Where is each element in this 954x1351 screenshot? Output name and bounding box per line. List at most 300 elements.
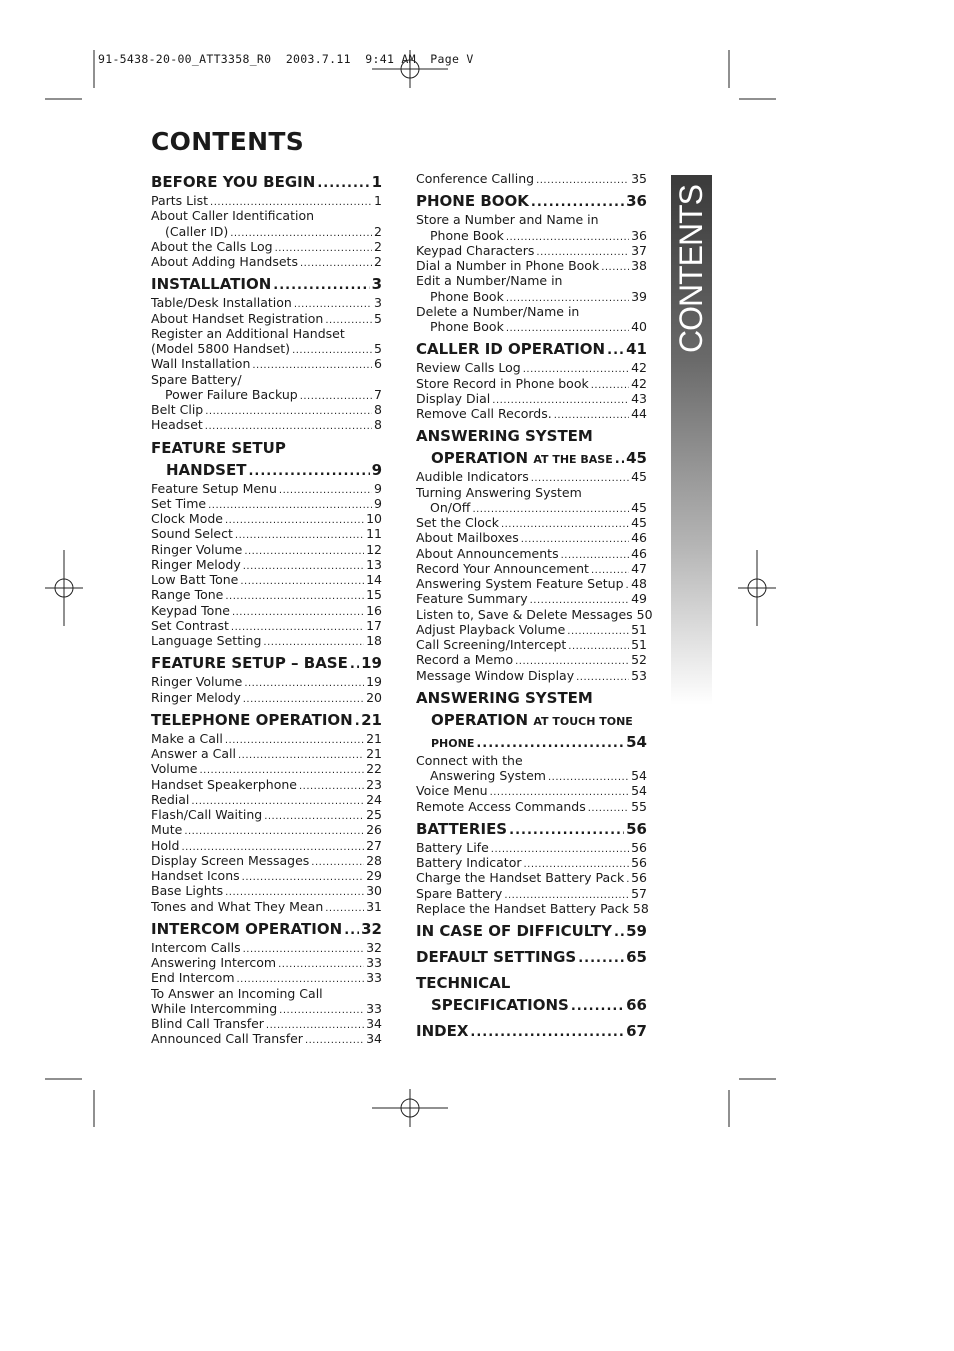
toc-entry-label bbox=[166, 459, 246, 481]
toc-section-heading bbox=[151, 652, 382, 674]
toc-page-number: 21 bbox=[366, 746, 382, 761]
toc-entry-text: ANSWERING SYSTEM bbox=[416, 688, 593, 707]
toc-section-heading bbox=[151, 459, 382, 481]
toc-entry-label bbox=[151, 899, 323, 914]
toc-page-number: 58 bbox=[632, 900, 649, 916]
toc-page-number: 40 bbox=[631, 319, 647, 334]
toc-entry bbox=[416, 652, 647, 667]
toc-page-number: 34 bbox=[366, 1031, 382, 1047]
toc-leader-dots bbox=[248, 459, 369, 483]
toc-entry-text: Conference Calling bbox=[416, 171, 535, 186]
toc-leader-dots bbox=[571, 994, 624, 1018]
toc-entry-text: Range Tone bbox=[151, 587, 224, 603]
toc-entry-label bbox=[151, 239, 273, 254]
toc-entry-text: Ringer Melody bbox=[151, 556, 241, 572]
toc-entry-text: About Adding Handsets bbox=[151, 254, 298, 269]
toc-entry-label bbox=[151, 417, 203, 432]
toc-leader-dots bbox=[576, 668, 629, 685]
toc-entry bbox=[151, 970, 382, 985]
toc-entry bbox=[416, 258, 647, 273]
toc-page-number: 3 bbox=[374, 295, 382, 311]
toc-entry-label bbox=[416, 171, 534, 186]
toc-section-heading bbox=[416, 972, 647, 994]
toc-entry bbox=[151, 526, 382, 541]
toc-entry-text: DEFAULT SETTINGS bbox=[416, 948, 577, 966]
toc-page-number: 56 bbox=[631, 855, 647, 870]
toc-entry-label bbox=[151, 341, 290, 356]
toc-entry bbox=[416, 886, 647, 901]
toc-page-number: 57 bbox=[631, 885, 647, 901]
toc-entry bbox=[151, 572, 382, 587]
toc-entry-label bbox=[151, 557, 241, 572]
toc-entry-label bbox=[416, 901, 629, 916]
toc-leader-dots bbox=[470, 1020, 624, 1044]
toc-entry bbox=[151, 587, 382, 602]
toc-entry bbox=[151, 557, 382, 572]
toc-page-number: 21 bbox=[361, 710, 382, 729]
toc-page-number: 35 bbox=[631, 171, 647, 186]
toc-entry-label bbox=[416, 190, 529, 212]
toc-entry bbox=[151, 986, 382, 1001]
toc-page-number: 53 bbox=[631, 667, 647, 683]
toc-page-number: 12 bbox=[366, 541, 382, 557]
toc-entry-text: Blind Call Transfer bbox=[151, 1016, 264, 1031]
toc-entry-text: Table/Desk Installation bbox=[151, 295, 292, 311]
toc-page-number: 66 bbox=[626, 996, 647, 1014]
toc-entry-label bbox=[416, 485, 582, 500]
toc-entry bbox=[416, 319, 647, 334]
toc-entry-text: Ringer Volume bbox=[151, 674, 243, 690]
toc-entry-text: Low Batt Tone bbox=[151, 572, 239, 587]
toc-entry bbox=[151, 208, 382, 223]
toc-entry-label bbox=[416, 338, 605, 360]
toc-entry-label bbox=[416, 818, 507, 840]
toc-entry-text: Set Time bbox=[151, 495, 207, 511]
toc-page-number: 19 bbox=[361, 654, 382, 673]
toc-entry-label bbox=[151, 193, 208, 208]
toc-section-heading bbox=[416, 447, 647, 469]
toc-entry-label bbox=[151, 761, 198, 776]
toc-entry-text: Turning Answering System bbox=[416, 484, 582, 500]
toc-entry-label bbox=[430, 500, 470, 515]
toc-entry bbox=[416, 637, 647, 652]
toc-entry-text: Record a Memo bbox=[416, 652, 514, 668]
toc-entry-text: IN CASE OF DIFFICULTY bbox=[416, 922, 612, 940]
toc-page-number: 39 bbox=[631, 288, 647, 304]
toc-entry-text: Set Contrast bbox=[151, 617, 229, 633]
toc-entry bbox=[416, 622, 647, 637]
toc-entry-label bbox=[416, 530, 519, 545]
toc-leader-dots bbox=[578, 946, 624, 970]
toc-entry-text: Feature Setup Menu bbox=[151, 480, 277, 496]
toc-entry-label bbox=[151, 1031, 303, 1046]
toc-entry-text: INTERCOM OPERATION bbox=[151, 919, 343, 938]
toc-entry bbox=[416, 799, 647, 814]
toc-entry-text: Mute bbox=[151, 822, 183, 838]
toc-page-number: 31 bbox=[366, 898, 382, 914]
toc-entry bbox=[151, 792, 382, 807]
toc-entry-label bbox=[430, 768, 546, 783]
toc-entry-label bbox=[431, 447, 613, 471]
toc-page-number: 51 bbox=[631, 621, 647, 637]
toc-entry-text: Review Calls Log bbox=[416, 360, 521, 376]
page-title: CONTENTS bbox=[151, 127, 305, 156]
toc-entry bbox=[151, 822, 382, 837]
toc-page-number: 1 bbox=[374, 193, 382, 208]
toc-entry-text: Clock Mode bbox=[151, 511, 223, 526]
toc-entry-text: Store a Number and Name in bbox=[416, 212, 599, 228]
toc-page-number: 9 bbox=[374, 480, 382, 496]
toc-entry-label bbox=[151, 372, 242, 387]
toc-entry-label bbox=[151, 496, 206, 511]
toc-entry-text: INSTALLATION bbox=[151, 275, 272, 294]
toc-entry-text: SPECIFICATIONS bbox=[431, 996, 569, 1014]
toc-entry bbox=[151, 731, 382, 746]
toc-entry-label bbox=[151, 731, 223, 746]
toc-entry-label bbox=[416, 391, 490, 406]
toc-entry-label bbox=[151, 690, 241, 705]
toc-entry-label bbox=[151, 311, 323, 326]
toc-entry-text: Belt Clip bbox=[151, 402, 204, 417]
toc-entry bbox=[416, 289, 647, 304]
toc-entry-text: Handset Icons bbox=[151, 868, 240, 883]
toc-entry-label bbox=[151, 356, 250, 371]
toc-page-number: 45 bbox=[631, 515, 647, 530]
toc-page-number: 32 bbox=[366, 939, 382, 955]
toc-page-number: 36 bbox=[626, 192, 647, 211]
toc-entry bbox=[416, 469, 647, 484]
toc-page-number: 21 bbox=[366, 730, 382, 746]
toc-entry-text: Ringer Melody bbox=[151, 689, 241, 705]
toc-entry-text: Connect with the bbox=[416, 752, 523, 768]
toc-entry-text: Replace the Handset Battery Pack bbox=[416, 900, 629, 916]
toc-section-heading bbox=[416, 946, 647, 968]
toc-column-right bbox=[416, 171, 653, 1042]
toc-entry bbox=[416, 171, 647, 186]
toc-entry bbox=[416, 855, 647, 870]
toc-entry-subtext: PHONE bbox=[431, 736, 475, 750]
toc-entry-text: Edit a Number/Name in bbox=[416, 273, 563, 289]
toc-entry-label bbox=[151, 838, 179, 853]
toc-page-number: 48 bbox=[631, 576, 647, 591]
toc-leader-dots bbox=[344, 918, 359, 942]
toc-entry-text: Battery Life bbox=[416, 839, 489, 855]
toc-leader-dots bbox=[355, 709, 359, 733]
toc-entry bbox=[151, 1001, 382, 1016]
toc-page-number: 23 bbox=[366, 776, 382, 792]
toc-entry-text: Delete a Number/Name in bbox=[416, 303, 580, 319]
toc-entry-label bbox=[151, 652, 348, 674]
toc-entry-label bbox=[416, 243, 534, 258]
toc-entry-label bbox=[151, 208, 314, 223]
toc-entry-label bbox=[165, 224, 228, 239]
toc-entry-text: Call Screening/Intercept bbox=[416, 637, 567, 652]
toc-page-number: 45 bbox=[626, 449, 647, 468]
toc-entry bbox=[151, 387, 382, 402]
toc-entry-text: TECHNICAL bbox=[416, 974, 511, 992]
toc-entry-text: Display Screen Messages bbox=[151, 852, 310, 868]
toc-entry-label bbox=[151, 603, 230, 618]
toc-entry-label bbox=[416, 1020, 468, 1042]
toc-page-number: 50 bbox=[636, 606, 653, 622]
toc-entry-label bbox=[416, 687, 593, 709]
toc-entry-label bbox=[416, 637, 566, 652]
toc-entry-label bbox=[151, 326, 345, 341]
toc-page-number: 18 bbox=[366, 633, 382, 648]
toc-entry bbox=[416, 243, 647, 258]
toc-section-heading bbox=[416, 190, 647, 212]
toc-page-number: 33 bbox=[366, 1000, 382, 1016]
toc-page-number: 9 bbox=[374, 495, 382, 511]
toc-page-number: 56 bbox=[631, 870, 647, 886]
toc-entry-text: BEFORE YOU BEGIN bbox=[151, 173, 316, 191]
toc-entry bbox=[416, 753, 647, 768]
toc-entry bbox=[416, 273, 647, 288]
toc-entry-text: Answering System bbox=[430, 768, 546, 783]
toc-entry-text: OPERATION bbox=[431, 449, 529, 468]
toc-leader-dots bbox=[273, 273, 369, 297]
toc-page-number: 49 bbox=[631, 591, 647, 607]
toc-entry-label bbox=[416, 576, 624, 591]
toc-page-number: 54 bbox=[626, 732, 647, 751]
toc-entry-text: Spare Battery/ bbox=[151, 371, 242, 387]
toc-section-heading bbox=[416, 338, 647, 360]
toc-section-heading bbox=[151, 918, 382, 940]
toc-page-number: 34 bbox=[366, 1016, 382, 1031]
toc-entry-text: TELEPHONE OPERATION bbox=[151, 710, 353, 729]
toc-entry-text: Handset Speakerphone bbox=[151, 776, 297, 792]
toc-leader-dots bbox=[350, 652, 359, 676]
toc-entry bbox=[416, 228, 647, 243]
toc-entry bbox=[416, 304, 647, 319]
toc-entry-text: Make a Call bbox=[151, 730, 223, 746]
toc-entry-label bbox=[151, 1016, 264, 1031]
toc-entry-label bbox=[151, 674, 242, 689]
toc-page-number: 26 bbox=[366, 822, 382, 838]
toc-page-number: 43 bbox=[631, 390, 647, 406]
toc-entry-label bbox=[416, 799, 586, 814]
toc-entry-label bbox=[430, 319, 504, 334]
toc-entry-text: INDEX bbox=[416, 1022, 469, 1040]
toc-entry-label bbox=[431, 731, 474, 755]
toc-entry-text: About Caller Identification bbox=[151, 208, 315, 224]
toc-entry-text: BATTERIES bbox=[416, 819, 508, 838]
toc-entry-label bbox=[151, 273, 271, 295]
toc-leader-dots bbox=[607, 338, 624, 362]
toc-entry-label bbox=[151, 792, 189, 807]
toc-entry-label bbox=[151, 986, 323, 1001]
toc-entry-label bbox=[416, 273, 562, 288]
toc-entry-text: Voice Menu bbox=[416, 783, 488, 799]
toc-entry-label bbox=[416, 304, 579, 319]
toc-page-number: 1 bbox=[371, 173, 382, 191]
toc-entry-label bbox=[416, 515, 499, 530]
toc-entry bbox=[151, 1031, 382, 1046]
toc-entry-label bbox=[151, 746, 236, 761]
toc-entry bbox=[151, 807, 382, 822]
toc-entry-label bbox=[416, 425, 593, 447]
toc-entry-label bbox=[416, 753, 523, 768]
toc-entry-text: (Caller ID) bbox=[165, 223, 229, 239]
toc-entry-label bbox=[151, 618, 229, 633]
toc-page-number: 42 bbox=[631, 375, 647, 391]
toc-section-heading bbox=[151, 171, 382, 193]
toc-entry-text: To Answer an Incoming Call bbox=[151, 985, 323, 1001]
toc-page-number: 56 bbox=[631, 839, 647, 855]
toc-entry-text: While Intercomming bbox=[151, 1000, 278, 1016]
toc-entry-label bbox=[151, 511, 223, 526]
toc-page-number: 13 bbox=[366, 556, 382, 572]
toc-entry-text: Remove Call Records. bbox=[416, 406, 552, 421]
toc-entry bbox=[151, 1016, 382, 1031]
toc-page-number: 20 bbox=[366, 689, 382, 705]
toc-entry-text: Hold bbox=[151, 837, 180, 853]
toc-entry bbox=[416, 376, 647, 391]
toc-page-number: 36 bbox=[631, 227, 647, 243]
toc-entry bbox=[151, 326, 382, 341]
toc-page-number: 2 bbox=[374, 223, 382, 239]
toc-entry bbox=[416, 591, 647, 606]
toc-page-number: 14 bbox=[366, 572, 382, 587]
toc-entry-text: Headset bbox=[151, 417, 203, 433]
toc-entry-label bbox=[416, 652, 513, 667]
toc-section-heading bbox=[416, 818, 647, 840]
toc-entry bbox=[416, 576, 647, 591]
toc-entry-label bbox=[151, 633, 261, 648]
toc-entry-label bbox=[151, 437, 286, 459]
toc-entry bbox=[151, 777, 382, 792]
toc-entry bbox=[151, 899, 382, 914]
toc-page-number: 22 bbox=[366, 761, 382, 777]
toc-entry-label bbox=[151, 918, 342, 940]
toc-entry-text: Phone Book bbox=[430, 227, 504, 243]
toc-leader-dots bbox=[614, 920, 624, 944]
toc-entry bbox=[416, 870, 647, 885]
toc-entry bbox=[416, 840, 647, 855]
toc-entry-label bbox=[416, 622, 565, 637]
toc-entry-label bbox=[151, 940, 241, 955]
toc-entry-text: Register an Additional Handset bbox=[151, 325, 345, 341]
toc-entry-text: Phone Book bbox=[430, 288, 504, 304]
toc-entry bbox=[416, 783, 647, 798]
toc-entry-label bbox=[416, 406, 552, 421]
toc-page-number: 2 bbox=[374, 254, 382, 269]
toc-entry-text: Flash/Call Waiting bbox=[151, 807, 263, 822]
toc-leader-dots bbox=[263, 633, 364, 650]
toc-entry-label bbox=[431, 709, 633, 733]
toc-entry-text: Power Failure Backup bbox=[165, 386, 298, 402]
toc-entry bbox=[151, 417, 382, 432]
toc-entry bbox=[416, 391, 647, 406]
toc-page-number: 46 bbox=[631, 530, 647, 546]
toc-entry-label bbox=[151, 542, 242, 557]
toc-page-number: 7 bbox=[374, 386, 382, 402]
toc-entry-label bbox=[151, 853, 309, 868]
toc-entry-label bbox=[416, 607, 633, 622]
toc-entry-text: Remote Access Commands bbox=[416, 798, 586, 814]
toc-entry-text: Keypad Tone bbox=[151, 602, 230, 618]
toc-leader-dots bbox=[615, 447, 624, 471]
toc-page-number: 32 bbox=[361, 919, 382, 938]
toc-entry bbox=[416, 901, 647, 916]
toc-entry-text: ANSWERING SYSTEM bbox=[416, 427, 593, 446]
toc-entry bbox=[151, 883, 382, 898]
toc-entry bbox=[151, 511, 382, 526]
toc-page-number: 45 bbox=[631, 499, 647, 515]
toc-column-left bbox=[151, 171, 382, 1047]
toc-page-number: 47 bbox=[631, 560, 647, 576]
toc-page-number: 15 bbox=[366, 587, 382, 603]
side-tab-label: CONTENTS bbox=[673, 185, 709, 353]
toc-leader-dots bbox=[588, 799, 629, 816]
toc-entry bbox=[151, 356, 382, 371]
toc-page-number: 54 bbox=[631, 783, 647, 799]
toc-entry-text: CALLER ID OPERATION bbox=[416, 340, 606, 359]
toc-entry-label bbox=[416, 360, 521, 375]
toc-entry-text: Tones and What They Mean bbox=[151, 898, 324, 914]
toc-entry-text: FEATURE SETUP – BASE bbox=[151, 654, 348, 673]
toc-entry-text: Sound Select bbox=[151, 526, 233, 542]
toc-entry-label bbox=[430, 289, 504, 304]
toc-entry-text: Answer a Call bbox=[151, 746, 236, 761]
toc-entry-text: Dial a Number in Phone Book bbox=[416, 258, 600, 273]
toc-entry-text: About Handset Registration bbox=[151, 310, 324, 326]
toc-entry-label bbox=[151, 883, 223, 898]
toc-entry bbox=[151, 193, 382, 208]
toc-entry bbox=[416, 500, 647, 515]
toc-entry-text: Base Lights bbox=[151, 883, 224, 899]
toc-entry-text: (Model 5800 Handset) bbox=[151, 341, 291, 356]
toc-entry-label bbox=[151, 481, 277, 496]
toc-page-number: 9 bbox=[371, 460, 382, 479]
toc-section-heading bbox=[151, 273, 382, 295]
toc-entry-label bbox=[151, 807, 262, 822]
toc-entry bbox=[151, 311, 382, 326]
toc-entry-label bbox=[151, 822, 182, 837]
toc-entry-label bbox=[151, 254, 298, 269]
toc-entry bbox=[151, 239, 382, 254]
toc-entry bbox=[416, 485, 647, 500]
toc-entry-text: About Announcements bbox=[416, 545, 559, 561]
toc-leader-dots bbox=[243, 690, 364, 707]
toc-entry bbox=[416, 606, 653, 622]
toc-entry-text: Record Your Announcement bbox=[416, 560, 589, 576]
toc-page-number: 41 bbox=[626, 340, 647, 359]
toc-entry bbox=[151, 868, 382, 883]
toc-entry-text: FEATURE SETUP bbox=[151, 438, 286, 457]
toc-page-number: 27 bbox=[366, 837, 382, 853]
toc-entry-text: Phone Book bbox=[430, 319, 504, 334]
toc-entry-text: Intercom Calls bbox=[151, 939, 241, 955]
toc-entry-label bbox=[416, 946, 576, 968]
toc-entry-label bbox=[416, 886, 502, 901]
toc-page-number: 5 bbox=[374, 341, 382, 356]
toc-entry-label bbox=[151, 970, 235, 985]
toc-entry bbox=[151, 224, 382, 239]
toc-entry bbox=[416, 546, 647, 561]
toc-entry-text: Wall Installation bbox=[151, 356, 251, 372]
toc-page-number: 42 bbox=[631, 360, 647, 376]
toc-entry-label bbox=[151, 709, 353, 731]
toc-entry-text: Parts List bbox=[151, 193, 209, 208]
toc-entry bbox=[151, 341, 382, 356]
toc-section-heading bbox=[416, 994, 647, 1016]
toc-page-number: 30 bbox=[366, 883, 382, 899]
toc-leader-dots bbox=[205, 417, 372, 434]
toc-entry-text: OPERATION bbox=[431, 710, 529, 729]
toc-entry bbox=[151, 372, 382, 387]
toc-entry-text: Store Record in Phone book bbox=[416, 375, 589, 391]
